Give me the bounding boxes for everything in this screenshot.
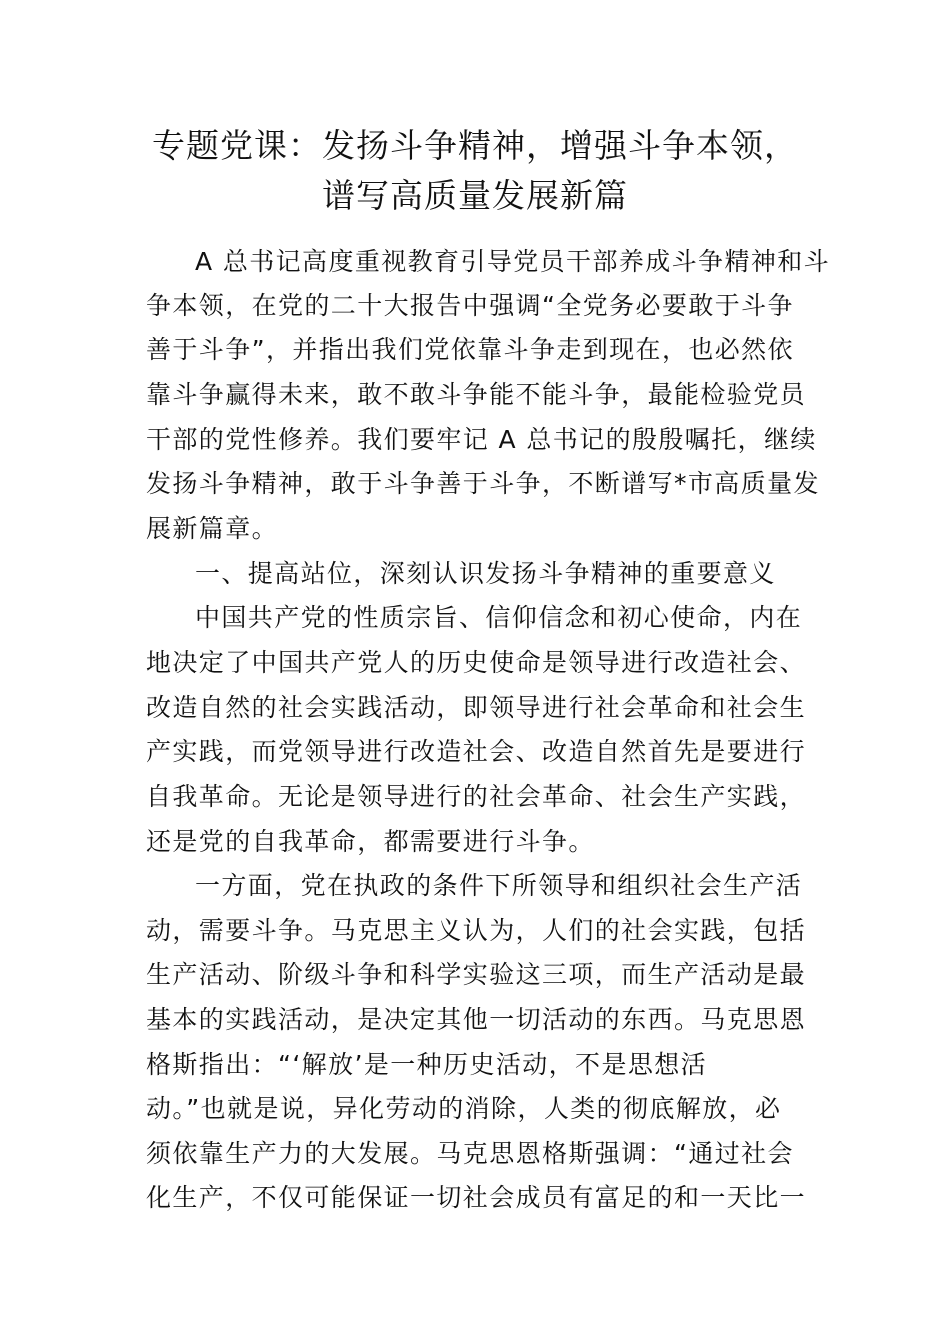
paragraph-line: 动。”也就是说，异化劳动的消除，人类的彻底解放，必	[146, 1094, 782, 1123]
paragraph-line: 产实践，而党领导进行改造社会、改造自然首先是要进行	[146, 737, 807, 766]
paragraph-line: 自我革命。无论是领导进行的社会革命、社会生产实践，	[146, 782, 807, 811]
paragraph-line: 靠斗争赢得未来，敢不敢斗争能不能斗争，最能检验党员	[146, 380, 807, 409]
paragraph-line: 生产活动、阶级斗争和科学实验这三项，而生产活动是最	[146, 960, 807, 989]
paragraph-line: 动，需要斗争。马克思主义认为，人们的社会实践，包括	[146, 916, 807, 945]
paragraph-line: 中国共产党的性质宗旨、信仰信念和初心使命，内在	[195, 603, 803, 632]
paragraph-line: 基本的实践活动，是决定其他一切活动的东西。马克思恩	[146, 1005, 807, 1034]
paragraph-line: 一方面，党在执政的条件下所领导和组织社会生产活	[195, 871, 803, 900]
paragraph-line: 干部的党性修养。我们要牢记 A 总书记的殷殷嘱托，继续	[146, 425, 817, 454]
paragraph-line: 改造自然的社会实践活动，即领导进行社会革命和社会生	[146, 693, 807, 722]
paragraph-line: 善于斗争”，并指出我们党依靠斗争走到现在，也必然依	[146, 335, 794, 364]
section-heading: 一、提高站位，深刻认识发扬斗争精神的重要意义	[195, 559, 776, 588]
paragraph-line: A 总书记高度重视教育引导党员干部养成斗争精神和斗	[195, 247, 831, 276]
paragraph-line: 展新篇章。	[146, 514, 279, 543]
paragraph-line: 还是党的自我革命，都需要进行斗争。	[146, 827, 595, 856]
document-title-line-2: 谱写高质量发展新篇	[322, 176, 628, 215]
paragraph-line: 发扬斗争精神，敢于斗争善于斗争，不断谱写*市高质量发	[146, 469, 820, 498]
paragraph-line: 化生产，不仅可能保证一切社会成员有富足的和一天比一	[146, 1183, 807, 1212]
paragraph-line: 争本领，在党的二十大报告中强调“全党务必要敢于斗争	[146, 291, 794, 320]
document-title-line-1: 专题党课：发扬斗争精神，增强斗争本领，	[152, 126, 798, 165]
paragraph-line: 地决定了中国共产党人的历史使命是领导进行改造社会、	[146, 648, 807, 677]
paragraph-line: 格斯指出：“‘解放’是一种历史活动，不是思想活	[146, 1050, 708, 1079]
paragraph-line: 须依靠生产力的大发展。马克思恩格斯强调：“通过社会	[146, 1139, 794, 1168]
